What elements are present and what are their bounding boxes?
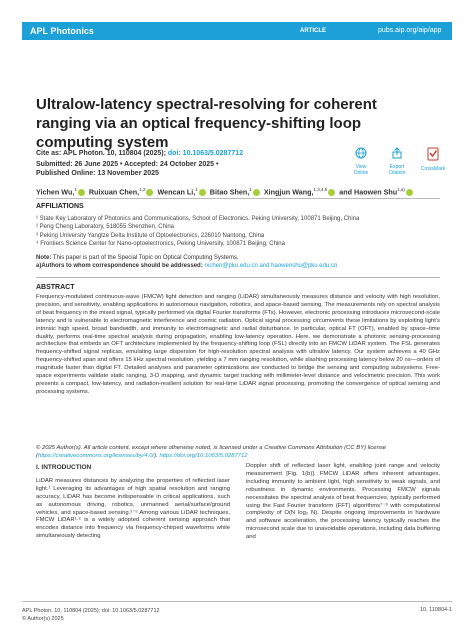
- journal-url[interactable]: pubs.aip.org/aip/app: [378, 27, 442, 34]
- author-affil-sup: 1: [249, 187, 252, 192]
- footer-divider: [22, 601, 452, 602]
- journal-header: [0, 0, 474, 56]
- author-name[interactable]: and Haowen Shu: [339, 187, 398, 197]
- license-link[interactable]: https://creativecommons.org/licenses/by/4.0/: [37, 452, 155, 459]
- orcid-icon[interactable]: [78, 189, 85, 196]
- special-topic-note: [36, 254, 440, 262]
- divider: [36, 277, 440, 278]
- correspondence-note: [36, 262, 440, 270]
- article-tools: [348, 147, 448, 179]
- doi-link[interactable]: doi: 10.1063/5.0287712: [167, 150, 244, 157]
- globe-icon: [348, 147, 374, 164]
- note-label: Note:: [36, 255, 52, 261]
- crossmark-icon: [420, 147, 446, 166]
- affiliation-item: ³ Peking University Yangtze Delta Institute of Optoelectronics, 226010 Nantong, China: [36, 232, 265, 239]
- footer-copyright: © Author(s) 2025: [22, 616, 64, 622]
- affiliations-heading: AFFILIATIONS: [36, 203, 84, 210]
- license-prefix: © 2025 Author(s). All article content, except where otherwise noted, is licensed under a Creative Commons Attribution (CC BY) license (: [36, 445, 387, 459]
- orcid-icon[interactable]: [406, 189, 413, 196]
- export-citation-label: Export Citation: [388, 164, 406, 176]
- note-text: This paper is part of the Special Topic on Optical Computing Systems.: [52, 255, 239, 261]
- author-name[interactable]: Bitao Shen,: [209, 187, 250, 197]
- author-name[interactable]: Xingjun Wang,: [263, 187, 314, 197]
- page-number: 10, 110804-1: [419, 607, 452, 613]
- author-name[interactable]: Yichen Wu,: [36, 187, 75, 197]
- author-affil-sup: 1,2: [139, 187, 146, 192]
- footer-cite: APL Photon. 10, 110804 (2025); doi: 10.1063/5.0287712: [22, 608, 160, 614]
- author-list: [36, 187, 413, 196]
- author-affil-sup: 1,a): [397, 187, 405, 192]
- corr-emails[interactable]: rxchen@pku.edu.cn and haowenshu@pku.edu.cn: [204, 263, 338, 269]
- abstract-text: Frequency-modulated continuous-wave (FMCW) light detection and ranging (LiDAR) simultaneously measures distance and velocity with high resolution, precision, and sensitivity, enabling applications in autonomous navigation, robotics, and space-based sensing. The measurements rely on spectral analysis of beat frequency in the mixed signal, typically performed via digital Fourier transforms (FTs). However, electronic processing introduces microsecond-scale latency and is vulnerable to electromagnetic interference and cosmic radiation. Optical signal processing circumvents these limitations by exploiting light's intrinsic high speed, broad bandwidth, and immunity to electromagnetic and radial disturbance. In particular, optical FT (OFT), enabled by space–time duality, performs real-time spectral analysis during propagation, enabling low-latency operation. Here, we demonstrate a photonic sensing-processing architecture that embeds an OFT architecture implemented by the frequency-shifting loop (FSL) directly into an FMCW LiDAR system. The FSL generates frequency-shifted signal replicas, emulating large dispersion for high-resolution spectral analysis with ultralow latency. Our system achieves a 40 GHz frequency-shifted span and offers 15 kHz spectral resolution, yielding a 7 mm ranging resolution, while slashing processing latency below 20 ns—orders of magnitude faster than digital FT. Detailed analyses and parameter optimizations are conducted to bridge the sensing and computing subsystems. Free-space experiments validate static ranging, 3-D mapping, and dynamic target tracking with millimeter-level distance and velocimetric precision. This work presents a compact, low-latency, and radiation-resilient solution for real-time LiDAR signal processing, promoting the convergence of optical sensing and processing systems.: [36, 294, 441, 395]
- dates-line-2: Published Online: 13 November 2025: [36, 170, 159, 177]
- view-online-button[interactable]: [348, 147, 374, 176]
- intro-column-left: [36, 464, 230, 541]
- article-label: ARTICLE: [300, 28, 326, 34]
- intro-text-right: Doppler shift of reflected laser light, enabling joint range and velocity measurement [Fig. 1(b)]. FMCW LiDAR offers inherent advantages, including immunity to ambient light, high sensitivity to weak signals, and robustness in dynamic environments. Processing FMCW signals necessitates the spectral analysis of beat frequencies, typically performed using the Fast Fourier transform (FFT) algorithms⁷⁻⁹ with computational complexity of O(N log₂ N). Despite ongoing improvements in hardware and software acceleration, the processing latency typically reaches the microsecond scale due to unavoidable operations, including data buffering and: [246, 463, 440, 541]
- crossmark-label: CrossMark: [420, 166, 446, 172]
- divider: [36, 198, 440, 199]
- author-affil-sup: 1,3,4,5: [313, 187, 328, 192]
- license-text: [36, 445, 440, 461]
- dates-line-1: Submitted: 26 June 2025 • Accepted: 24 October 2025 •: [36, 161, 219, 168]
- affiliation-item: ⁴ Frontiers Science Center for Nano-optoelectronics, Peking University, 100871 Beijing, China: [36, 240, 285, 247]
- citation-line: [36, 150, 243, 157]
- author-name[interactable]: Ruixuan Chen,: [88, 187, 140, 197]
- notes-block: [36, 254, 440, 270]
- orcid-icon[interactable]: [199, 189, 206, 196]
- affiliation-item: ¹ State Key Laboratory of Photonics and Communications, School of Electronics, Peking University, 100871 Beijing, China: [36, 216, 360, 222]
- corr-label: a)Authors to whom correspondence should be addressed:: [36, 263, 203, 269]
- license-mid: ).: [154, 452, 160, 459]
- footer-citation: [22, 607, 160, 623]
- article-doi-link[interactable]: https://doi.org/10.1063/5.0287712: [159, 452, 248, 459]
- orcid-icon[interactable]: [146, 189, 153, 196]
- export-citation-button[interactable]: [384, 147, 410, 176]
- orcid-icon[interactable]: [253, 189, 260, 196]
- cite-prefix: Cite as: APL Photon. 10, 110804 (2025);: [36, 150, 166, 157]
- abstract-heading: ABSTRACT: [36, 284, 75, 291]
- affiliation-item: ² Peng Cheng Laboratory, 518055 Shenzhen, China: [36, 224, 174, 231]
- affiliations-list: [36, 215, 440, 248]
- intro-text-left: LiDAR measures distances by analyzing the properties of reflected laser light.¹ Leveraging its advantages of high spatial resolution and ranging accuracy, LiDAR has become indispensable in critical applications, such as autonomous driving, robotics, unmanned aerial/surface/ground vehicles, and space-based sensing.²⁻⁵ Among various LiDAR techniques, FMCW LiDAR¹·⁶ is a widely adopted coherent sensing approach that encodes distance into frequency via frequency-chirped waveforms while simultaneously detecting: [36, 477, 230, 540]
- view-online-label: View Online: [353, 164, 369, 176]
- intro-column-right: [246, 463, 440, 542]
- intro-heading: I. INTRODUCTION: [36, 464, 92, 471]
- crossmark-button[interactable]: [420, 147, 446, 172]
- paper-title: Ultralow-latency spectral-resolving for coherent ranging via an optical frequency-shifting loop computing system: [36, 96, 377, 151]
- journal-name[interactable]: APL Photonics: [30, 26, 94, 36]
- author-affil-sup: 1: [74, 187, 77, 192]
- author-name[interactable]: Wencan Li,: [157, 187, 196, 197]
- publication-dates: [36, 160, 218, 178]
- export-icon: [384, 147, 410, 164]
- orcid-icon[interactable]: [328, 189, 335, 196]
- author-affil-sup: 1: [195, 187, 198, 192]
